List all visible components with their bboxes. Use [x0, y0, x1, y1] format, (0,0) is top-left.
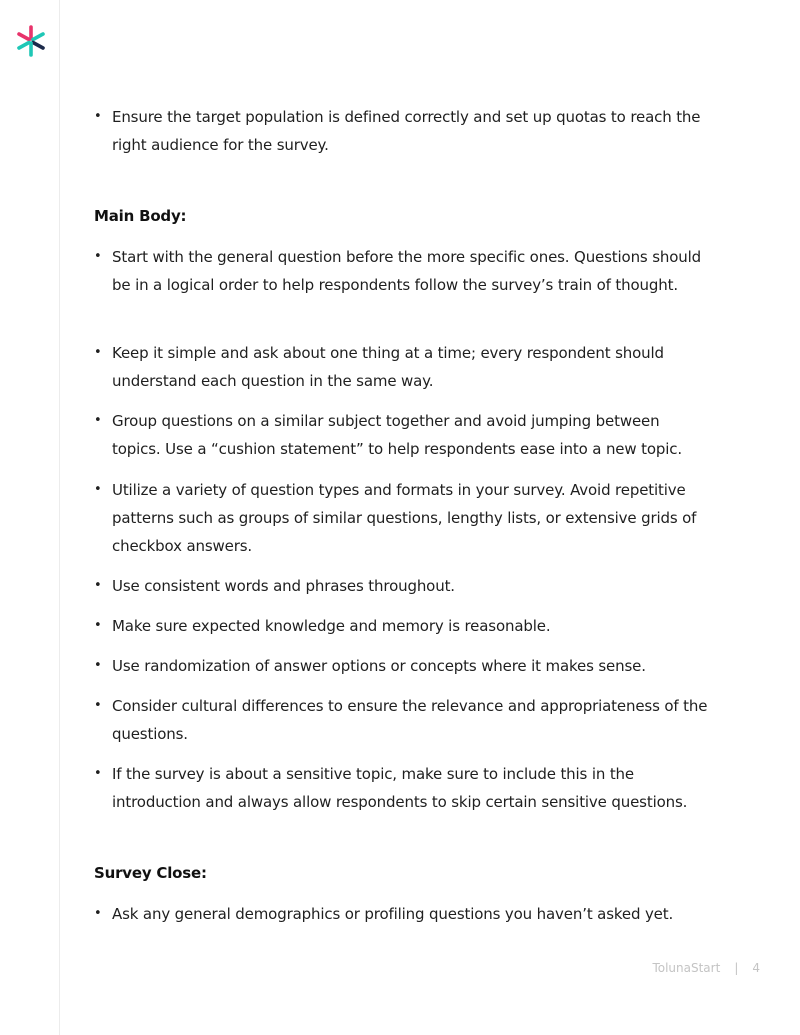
- list-item: [94, 407, 714, 463]
- list-item-text: Use consistent words and phrases throughout.: [112, 577, 455, 595]
- bullet-glyph: •: [94, 578, 102, 593]
- bullet-glyph: •: [94, 482, 102, 497]
- bullet-glyph: •: [94, 413, 102, 428]
- bullet-glyph: •: [94, 698, 102, 713]
- page-left-rule: [59, 0, 60, 1035]
- list-item-text: Consider cultural differences to ensure the relevance and appropriateness of the questions.: [112, 697, 708, 743]
- list-item-text: Ask any general demographics or profiling questions you haven’t asked yet.: [112, 905, 674, 923]
- bullet-glyph: •: [94, 658, 102, 673]
- section-heading-main-body: Main Body:: [94, 207, 187, 225]
- list-item: [94, 103, 714, 159]
- page-number: 4: [752, 961, 760, 975]
- list-item-text: Start with the general question before the more specific ones. Questions should be in a logical order to help respondents follow the survey’s train of thought.: [112, 248, 702, 294]
- footer-separator: |: [734, 961, 739, 975]
- list-item: [94, 339, 714, 395]
- list-item-text: Keep it simple and ask about one thing at a time; every respondent should understand each question in the same way.: [112, 344, 664, 390]
- section-heading-survey-close: Survey Close:: [94, 864, 207, 882]
- list-item-text: Make sure expected knowledge and memory is reasonable.: [112, 617, 551, 635]
- list-item: [94, 692, 714, 748]
- list-item-text: Use randomization of answer options or concepts where it makes sense.: [112, 657, 646, 675]
- bullet-glyph: •: [94, 109, 102, 124]
- list-item: [94, 476, 714, 560]
- list-item: [94, 900, 714, 928]
- list-item-text: If the survey is about a sensitive topic, make sure to include this in the introduction and always allow respondents to skip certain sensitive questions.: [112, 765, 688, 811]
- list-item: [94, 612, 714, 640]
- list-item-text: Utilize a variety of question types and formats in your survey. Avoid repetitive patterns such as groups of similar questions, lengthy lists, or extensive grids of checkbox answers.: [112, 481, 697, 555]
- bullet-glyph: •: [94, 906, 102, 921]
- bullet-glyph: •: [94, 766, 102, 781]
- footer-brand: TolunaStart: [652, 961, 721, 975]
- list-item: [94, 652, 714, 680]
- list-item: [94, 572, 714, 600]
- page-footer: [652, 961, 760, 975]
- list-item-text: Ensure the target population is defined correctly and set up quotas to reach the right audience for the survey.: [112, 108, 701, 154]
- list-item: [94, 760, 714, 816]
- list-item-text: Group questions on a similar subject together and avoid jumping between topics. Use a “cushion statement” to help respondents ease into a new topic.: [112, 412, 682, 458]
- bullet-glyph: •: [94, 618, 102, 633]
- bullet-glyph: •: [94, 249, 102, 264]
- asterisk-logo-icon: [14, 24, 48, 58]
- list-item: [94, 243, 714, 299]
- bullet-glyph: •: [94, 345, 102, 360]
